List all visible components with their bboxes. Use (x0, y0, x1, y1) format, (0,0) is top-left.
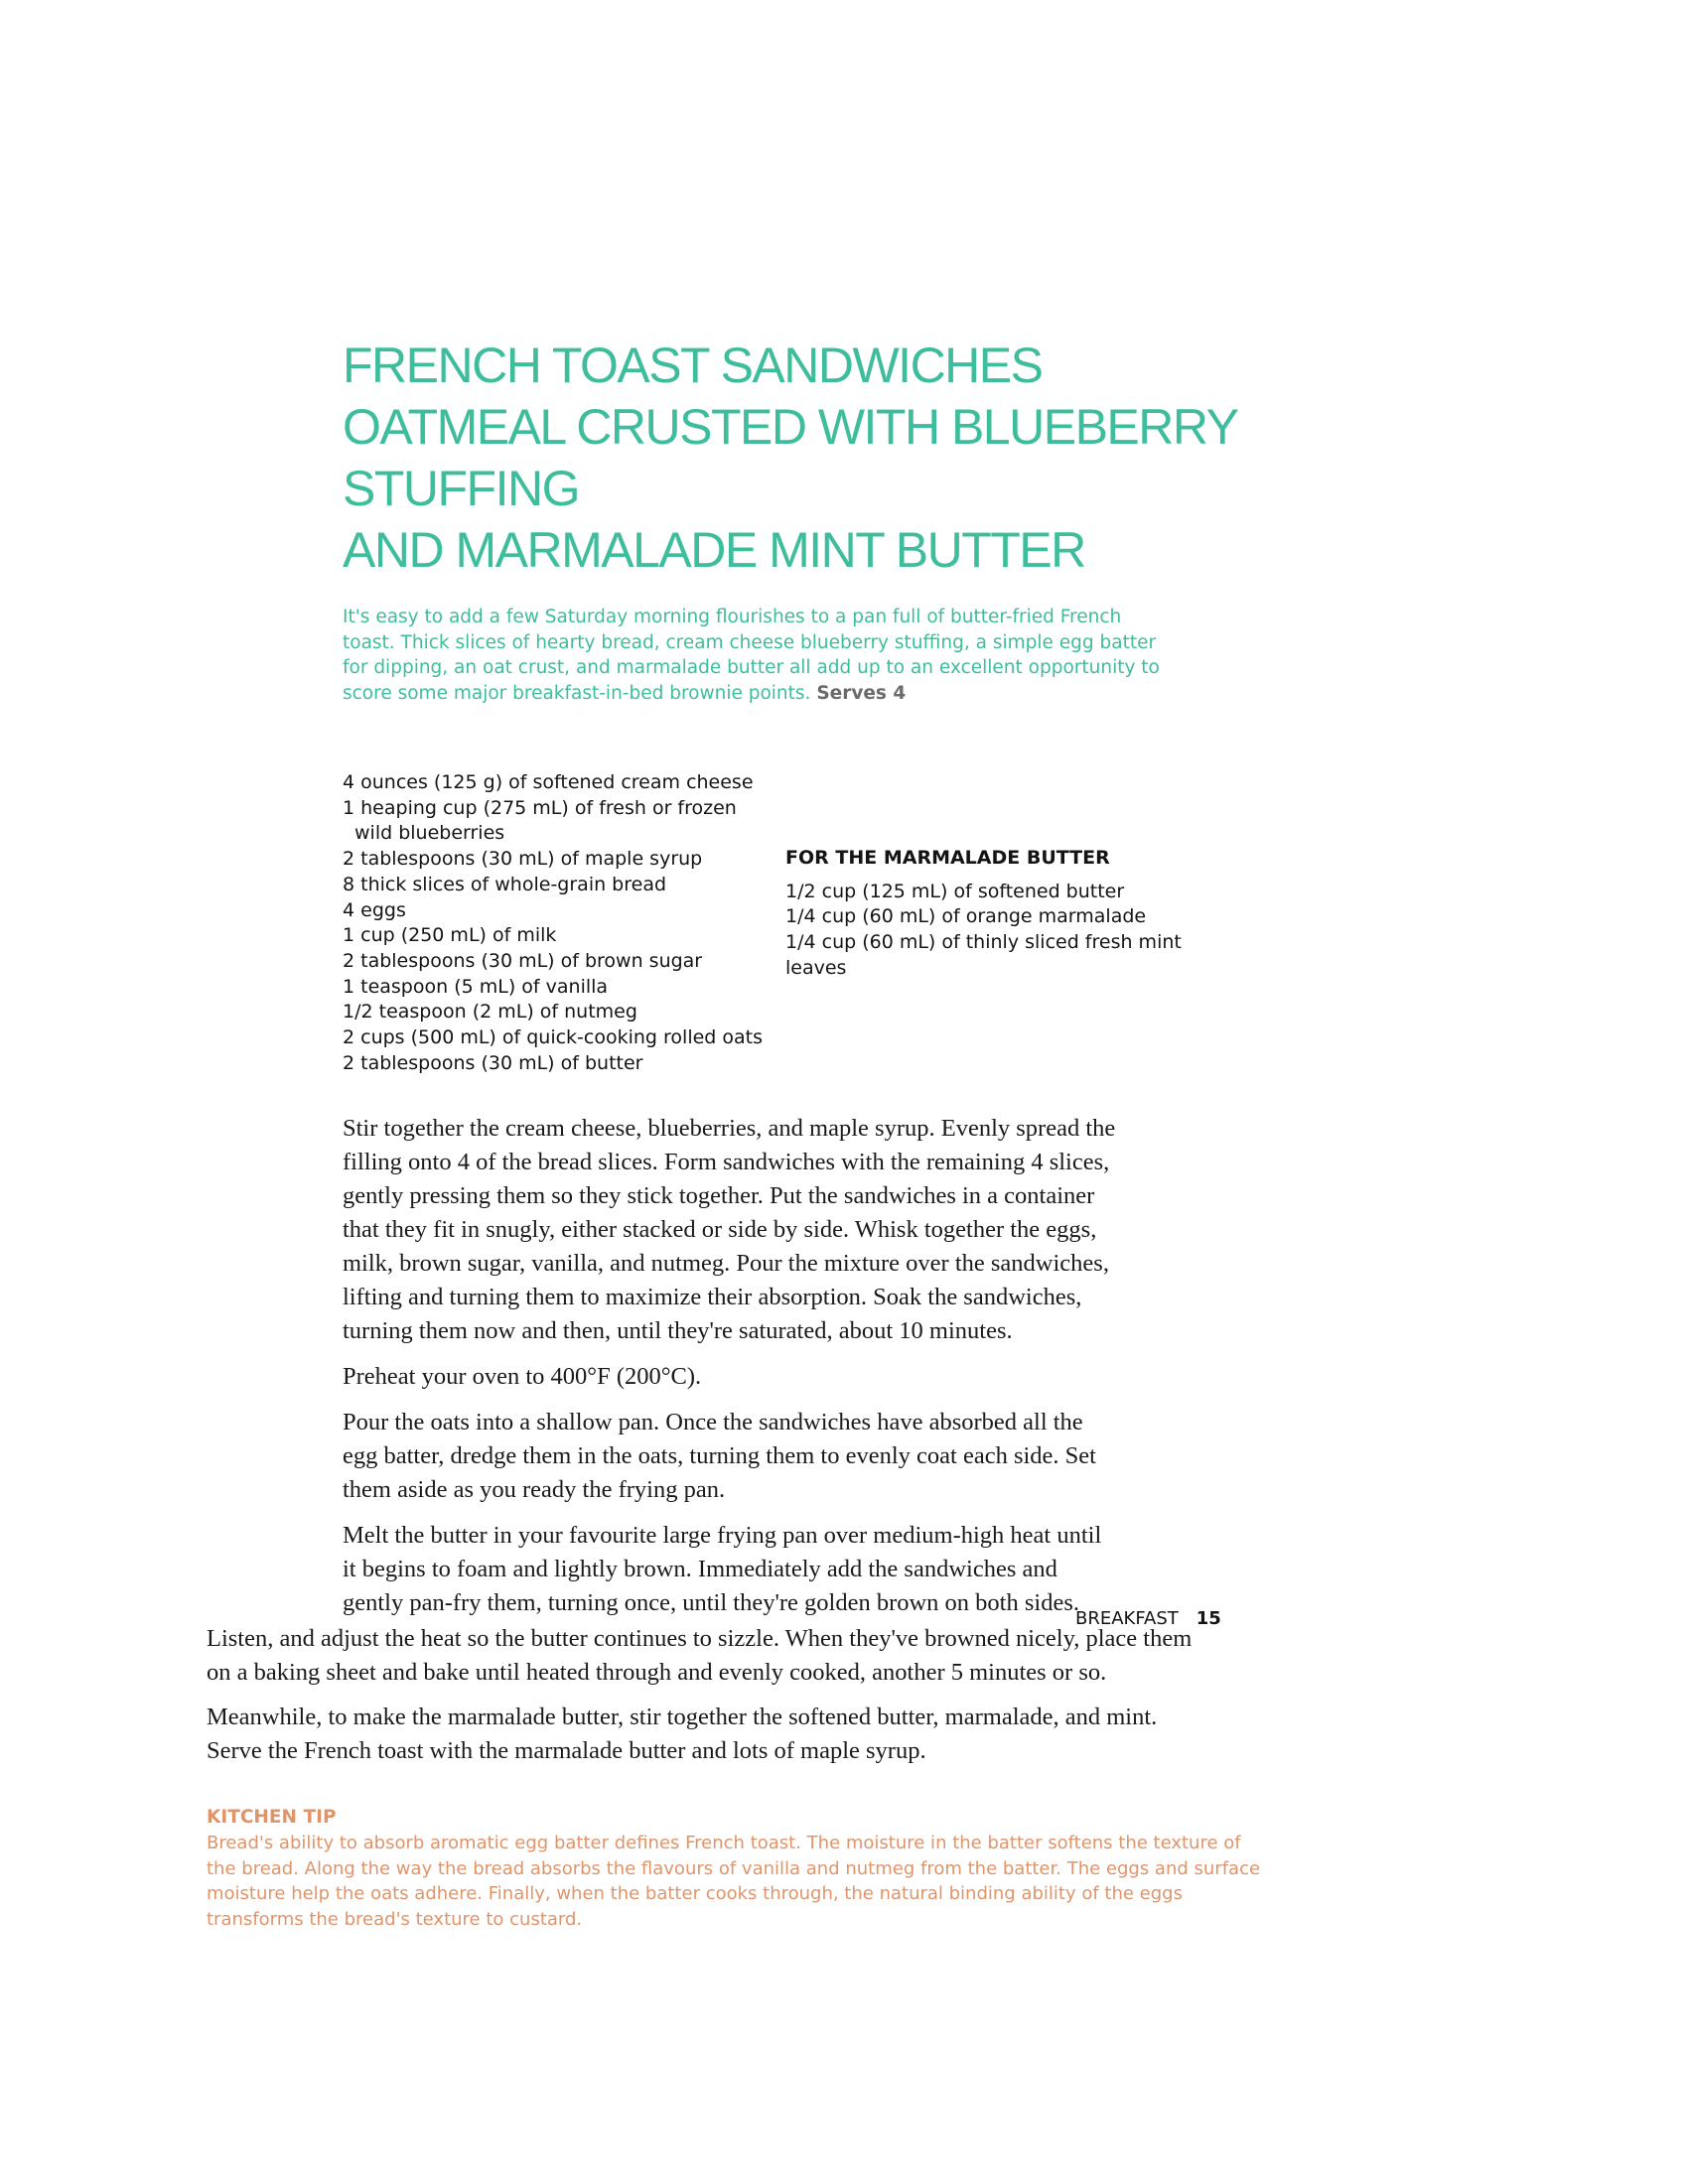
method-line: egg batter, dredge them in the oats, turning them to evenly coat each side. Set (343, 1442, 1096, 1469)
ingredient-item: 1 cup (250 mL) of milk (343, 924, 557, 947)
ingredient-item: wild blueberries (354, 822, 505, 845)
method-paragraph (207, 1701, 1358, 1768)
method-line: them aside as you ready the frying pan. (343, 1476, 726, 1503)
method-line: gently pressing them so they stick together. Put the sandwiches in a container (343, 1182, 1095, 1209)
method-line: Listen, and adjust the heat so the butter continues to sizzle. When they've browned nicely, place them (207, 1625, 1193, 1652)
method-line: filling onto 4 of the bread slices. Form sandwiches with the remaining 4 slices, (343, 1149, 1110, 1175)
intro-line: toast. Thick slices of hearty bread, cream cheese blueberry stuffing, a simple egg batter (343, 631, 1157, 653)
marmalade-ingredient-list (785, 846, 1222, 982)
method-paragraph (207, 1622, 1358, 1690)
intro-line-last (343, 681, 1221, 707)
method-line: it begins to foam and lightly brown. Immediately add the sandwiches and (343, 1556, 1057, 1582)
method-line: Pour the oats into a shallow pan. Once the sandwiches have absorbed all the (343, 1409, 1083, 1435)
ingredient-item: 1 heaping cup (275 mL) of fresh or frozen (343, 796, 737, 819)
method-line: turning them now and then, until they're saturated, about 10 minutes. (343, 1317, 1013, 1344)
ingredient-item: 1/2 cup (125 mL) of softened butter (785, 880, 1125, 902)
title-line: OATMEAL CRUSTED WITH BLUEBERRY (343, 399, 1238, 455)
kitchen-tip-body (207, 1831, 1358, 1933)
method-line: Melt the butter in your favourite large frying pan over medium-high heat until (343, 1522, 1102, 1549)
kitchen-tip-heading: KITCHEN TIP (207, 1807, 337, 1828)
title-line: FRENCH TOAST SANDWICHES (343, 338, 1043, 393)
method-paragraph (343, 1360, 1231, 1394)
method-column-wide (207, 1622, 1358, 1779)
ingredient-item: 1/4 cup (60 mL) of thinly sliced fresh mint (785, 931, 1182, 954)
kitchen-tip (207, 1805, 1358, 1933)
method-paragraph (343, 1519, 1231, 1620)
intro-line: It's easy to add a few Saturday morning flourishes to a pan full of butter-fried French (343, 607, 1122, 627)
ingredient-item: 4 eggs (343, 898, 406, 921)
title-line: AND MARMALADE MINT BUTTER (343, 522, 1085, 578)
method-line: Preheat your oven to 400°F (200°C). (343, 1363, 702, 1390)
intro-line: score some major breakfast-in-bed brownie points. (343, 682, 811, 704)
page-number: 15 (1196, 1608, 1221, 1629)
method-line: Meanwhile, to make the marmalade butter, stir together the softened butter, marmalade, and mint. (207, 1704, 1158, 1730)
ingredient-item: 4 ounces (125 g) of softened cream cheese (343, 771, 754, 793)
method-line: Serve the French toast with the marmalade butter and lots of maple syrup. (207, 1737, 926, 1764)
intro-line: for dipping, an oat crust, and marmalade butter all add up to an excellent opportunity to (343, 657, 1160, 678)
method-line: milk, brown sugar, vanilla, and nutmeg. Pour the mixture over the sandwiches, (343, 1250, 1109, 1277)
tip-line: moisture help the oats adhere. Finally, when the batter cooks through, the natural binding ability of the eggs (207, 1883, 1183, 1905)
ingredient-item: 1 teaspoon (5 mL) of vanilla (343, 975, 609, 998)
ingredient-item: 2 tablespoons (30 mL) of butter (343, 1051, 643, 1074)
method-line: gently pan-fry them, turning once, until they're golden brown on both sides. (343, 1589, 1079, 1616)
ingredient-item: 2 tablespoons (30 mL) of maple syrup (343, 848, 703, 871)
ingredient-item: 2 tablespoons (30 mL) of brown sugar (343, 949, 703, 972)
ingredient-item: 8 thick slices of whole-grain bread (343, 873, 667, 895)
method-line: lifting and turning them to maximize their absorption. Soak the sandwiches, (343, 1284, 1082, 1310)
title-line: STUFFING (343, 461, 579, 516)
method-column (343, 1112, 1231, 1632)
ingredient-item: 2 cups (500 mL) of quick-cooking rolled oats (343, 1026, 764, 1049)
ingredient-item: 1/2 teaspoon (2 mL) of nutmeg (343, 1001, 637, 1024)
ingredient-item: leaves (785, 956, 847, 979)
method-line: that they fit in snugly, either stacked or side by side. Whisk together the eggs, (343, 1216, 1097, 1243)
method-line: Stir together the cream cheese, blueberries, and maple syrup. Evenly spread the (343, 1115, 1116, 1142)
tip-line: the bread. Along the way the bread absorbs the flavours of vanilla and nutmeg from the batter. The eggs and surface (207, 1857, 1261, 1879)
tip-line: Bread's ability to absorb aromatic egg batter defines French toast. The moisture in the batter softens the texture of (207, 1833, 1241, 1853)
tip-line: transforms the bread's texture to custard. (207, 1909, 583, 1931)
recipe-intro (343, 605, 1221, 706)
method-line: on a baking sheet and bake until heated through and evenly cooked, another 5 minutes or so. (207, 1659, 1107, 1686)
serves-label: Serves 4 (816, 682, 907, 704)
ingredient-item: 1/4 cup (60 mL) of orange marmalade (785, 905, 1147, 928)
ingredient-list (343, 770, 799, 1076)
section-label: BREAKFAST (1075, 1608, 1179, 1629)
marmalade-heading: FOR THE MARMALADE BUTTER (785, 847, 1110, 869)
method-paragraph (343, 1406, 1231, 1507)
method-paragraph (343, 1112, 1231, 1348)
recipe-title (343, 335, 1336, 581)
